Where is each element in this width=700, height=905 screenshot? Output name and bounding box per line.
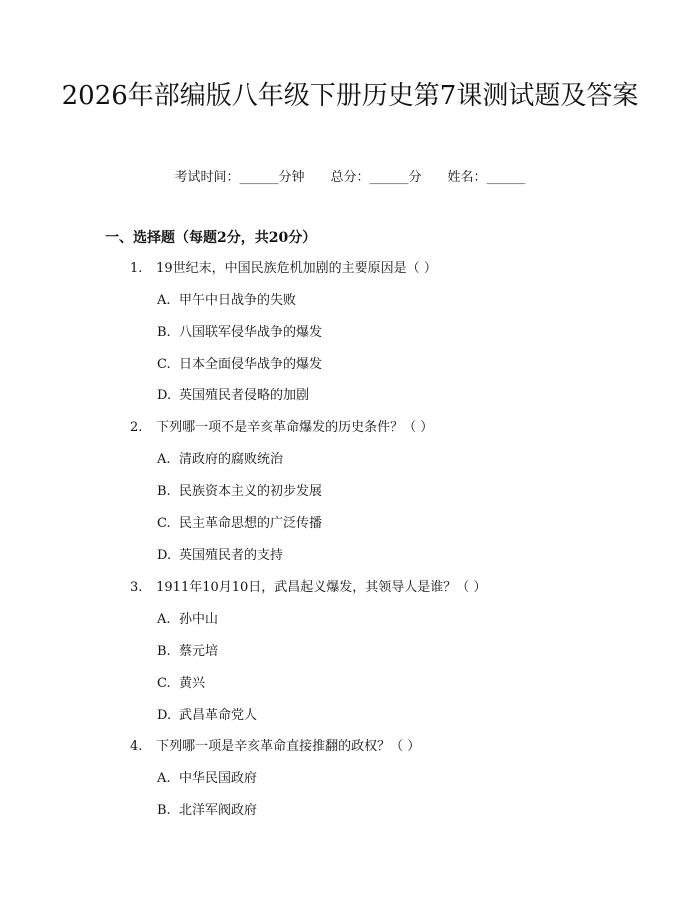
option-text: 英国殖民者侵略的加剧 [179, 388, 310, 403]
option-text: 甲午中日战争的失败 [179, 293, 297, 308]
section-title: 一、选择题（每题2分，共20分） [105, 230, 317, 246]
option-1b [157, 323, 322, 343]
option-text: 蔡元培 [179, 644, 219, 659]
question-number: 2. [130, 420, 143, 435]
option-2a [157, 450, 283, 470]
option-letter: B. [157, 484, 171, 499]
option-text: 中华民国政府 [179, 771, 258, 786]
option-2d [157, 546, 283, 566]
option-text: 日本全面侵华战争的爆发 [179, 357, 323, 372]
option-3c [157, 674, 205, 694]
option-3d [157, 706, 257, 726]
option-text: 民族资本主义的初步发展 [179, 484, 323, 499]
option-letter: A. [157, 293, 171, 308]
question-1 [130, 259, 437, 279]
option-letter: D. [157, 708, 172, 723]
option-letter: C. [157, 357, 171, 372]
option-4b [157, 801, 257, 821]
student-name-label: 姓名：______ [447, 170, 526, 185]
question-text: 下列哪一项不是辛亥革命爆发的历史条件？（ ） [156, 420, 434, 435]
option-text: 民主革命思想的广泛传播 [179, 516, 323, 531]
question-4 [130, 737, 420, 757]
exam-time-label: 考试时间：______分钟 [174, 170, 305, 185]
question-text: 下列哪一项是辛亥革命直接推翻的政权？（ ） [156, 739, 421, 754]
option-text: 孙中山 [179, 612, 219, 627]
option-letter: B. [157, 644, 171, 659]
option-letter: A. [157, 452, 171, 467]
option-2b [157, 482, 322, 502]
option-2c [157, 514, 322, 534]
option-letter: D. [157, 388, 172, 403]
option-3b [157, 642, 218, 662]
option-1c [157, 355, 322, 375]
option-3a [157, 610, 218, 630]
question-number: 1. [130, 261, 143, 276]
option-letter: A. [157, 771, 171, 786]
option-text: 武昌革命党人 [179, 708, 258, 723]
option-text: 八国联军侵华战争的爆发 [179, 325, 323, 340]
question-text: 19世纪末，中国民族危机加剧的主要原因是（ ） [156, 261, 437, 276]
option-text: 英国殖民者的支持 [179, 548, 284, 563]
option-letter: C. [157, 516, 171, 531]
option-letter: B. [157, 325, 171, 340]
question-3 [130, 578, 486, 598]
document-title: 2026年部编版八年级下册历史第7课测试题及答案 [61, 81, 639, 111]
question-number: 3. [130, 580, 143, 595]
exam-meta [0, 168, 700, 188]
option-letter: A. [157, 612, 171, 627]
option-1a [157, 291, 296, 311]
total-score-label: 总分：______分 [330, 170, 422, 185]
option-text: 黄兴 [179, 676, 206, 691]
question-2 [130, 418, 433, 438]
option-1d [157, 386, 309, 406]
question-text: 1911年10月10日，武昌起义爆发，其领导人是谁？（ ） [156, 580, 487, 595]
option-letter: B. [157, 803, 171, 818]
option-4a [157, 769, 257, 789]
option-letter: D. [157, 548, 172, 563]
option-text: 北洋军阀政府 [179, 803, 258, 818]
question-number: 4. [130, 739, 143, 754]
option-text: 清政府的腐败统治 [179, 452, 284, 467]
option-letter: C. [157, 676, 171, 691]
